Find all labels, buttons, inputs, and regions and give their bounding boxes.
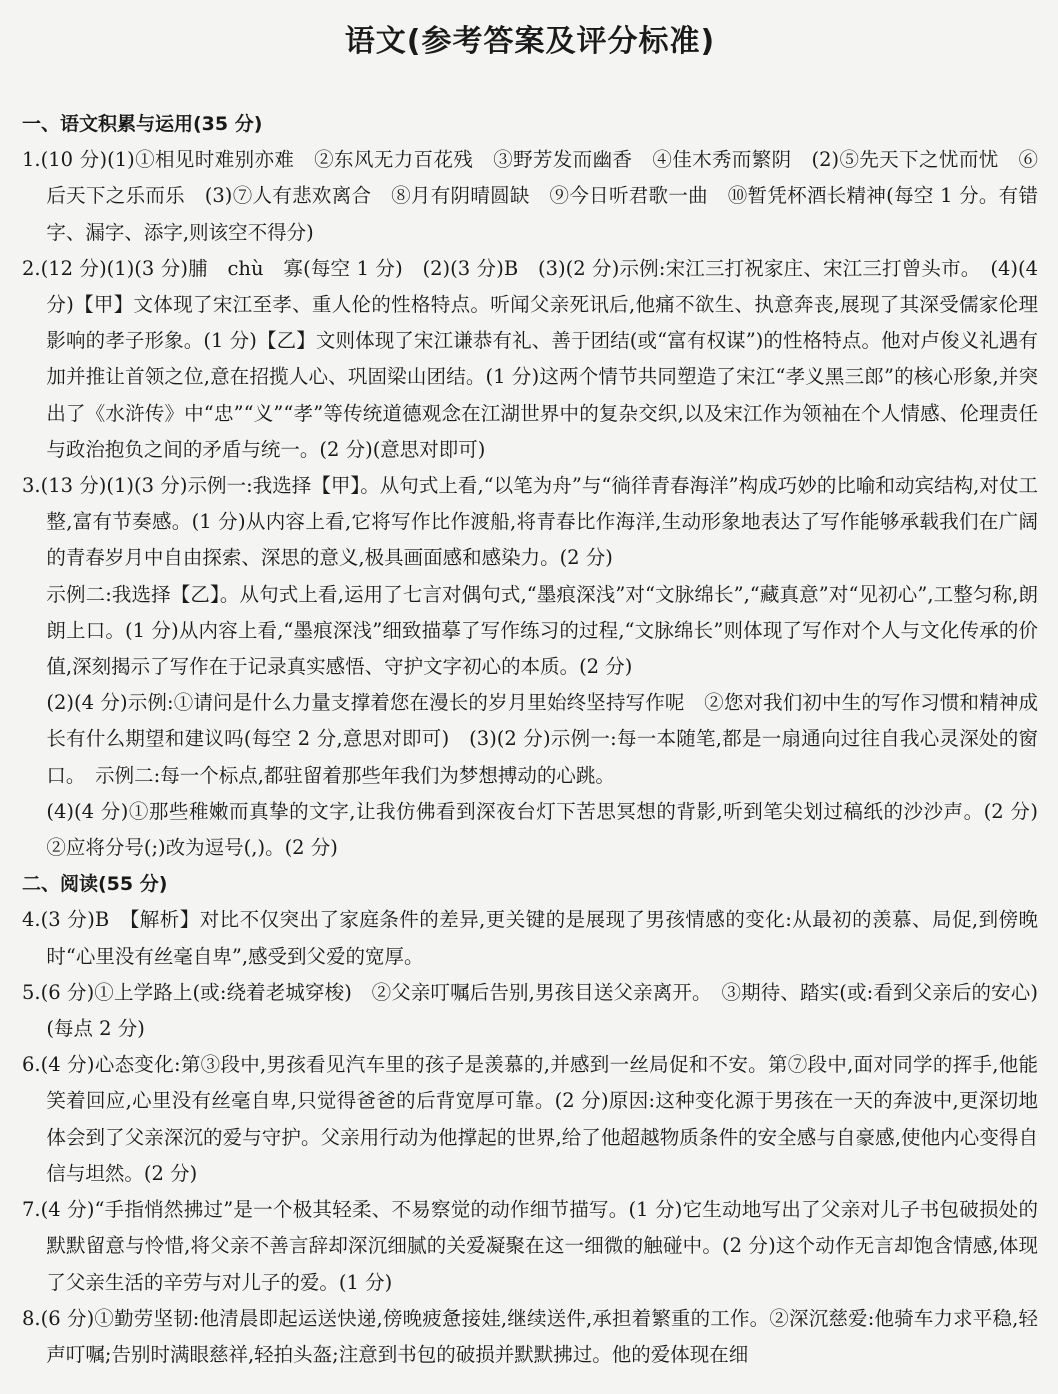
answer-item-3-part-2-3: (2)(4 分)示例:①请问是什么力量支撑着您在漫长的岁月里始终坚持写作呢 ②您对我们初中生的写作习惯和精神成长有什么期望和建议吗(每空 2 分,意思对即可) (3)(2 分)示例一:每一本随笔,都是一扇通向过往自我心灵深处的窗口。 示例二:每一个标点,都驻留着那些年我们为梦想搏动的心跳。 xyxy=(46,691,1038,787)
answer-item-6: 6.(4 分)心态变化:第③段中,男孩看见汽车里的孩子是羡慕的,并感到一丝局促和不安。第⑦段中,面对同学的挥手,他能笑着回应,心里没有丝毫自卑,只觉得爸爸的后背宽厚可靠。(2 分)原因:这种变化源于男孩在一天的奔波中,更深切地体会到了父亲深沉的爱与守护。父亲用行动为他撑起的世界,给了他超越物质条件的安全感与自豪感,使他内心变得自信与坦然。(2 分) xyxy=(22,1053,1038,1185)
answer-item-3: 3.(13 分)(1)(3 分)示例一:我选择【甲】。从句式上看,“以笔为舟”与“徜徉青春海洋”构成巧妙的比喻和动宾结构,对仗工整,富有节奏感。(1 分)从内容上看,它将写作比作渡船,将青春比作海洋,生动形象地表达了写作能够承载我们在广阔的青春岁月中自由探索、深思的意义,极具画面感和感染力。(2 分) xyxy=(22,474,1038,570)
answer-item-2: 2.(12 分)(1)(3 分)脯 chù 寡(每空 1 分) (2)(3 分)B (3)(2 分)示例:宋江三打祝家庄、宋江三打曾头市。 (4)(4 分)【甲】文体现了宋江至孝、重人伦的性格特点。听闻父亲死讯后,他痛不欲生、执意奔丧,展现了其深受儒家伦理影响的孝子形象。(1 分)【乙】文则体现了宋江谦恭有礼、善于团结(或“富有权谋”)的性格特点。他对卢俊义礼遇有加并推让首领之位,意在招揽人心、巩固梁山团结。(1 分)这两个情节共同塑造了宋江“孝义黑三郎”的核心形象,并突出了《水浒传》中“忠”“义”“孝”等传统道德观念在江湖世界中的复杂交织,以及宋江作为领袖在个人情感、伦理责任与政治抱负之间的矛盾与统一。(2 分)(意思对即可) xyxy=(22,256,1038,461)
page-title: 语文(参考答案及评分标准) xyxy=(344,24,716,59)
answer-item-8: 8.(6 分)①勤劳坚韧:他清晨即起运送快递,傍晚疲惫接娃,继续送件,承担着繁重的工作。②深沉慈爱:他骑车力求平稳,轻声叮嘱;告别时满眼慈祥,轻拍头盔;注意到书包的破损并默默拂过。他的爱体现在细 xyxy=(22,1306,1038,1366)
answer-item-5: 5.(6 分)①上学路上(或:绕着老城穿梭) ②父亲叮嘱后告别,男孩目送父亲离开。 ③期待、踏实(或:看到父亲后的安心)(每点 2 分) xyxy=(22,980,1038,1041)
section-heading-1: 一、语文积累与运用(35 分) xyxy=(22,113,263,135)
answer-item-7: 7.(4 分)“手指悄然拂过”是一个极其轻柔、不易察觉的动作细节描写。(1 分)它生动地写出了父亲对儿子书包破损处的默默留意与怜惜,将父亲不善言辞却深沉细腻的关爱凝聚在这一细微的触碰中。(2 分)这个动作无言却饱含情感,体现了父亲生活的辛劳与对儿子的爱。(1 分) xyxy=(22,1198,1038,1294)
answer-item-3-example-2: 示例二:我选择【乙】。从句式上看,运用了七言对偶句式,“墨痕深浅”对“文脉绵长”,“藏真意”对“见初心”,工整匀称,朗朗上口。(1 分)从内容上看,“墨痕深浅”细致描摹了写作练习的过程,“文脉绵长”则体现了写作对个人与文化传承的价值,深刻揭示了写作在于记录真实感悟、守护文字初心的本质。(2 分) xyxy=(46,582,1038,679)
section-heading-2: 二、阅读(55 分) xyxy=(22,873,168,896)
answer-item-4: 4.(3 分)B 【解析】对比不仅突出了家庭条件的差异,更关键的是展现了男孩情感的变化:从最初的羡慕、局促,到傍晚时“心里没有丝毫自卑”,感受到父爱的宽厚。 xyxy=(22,908,1038,968)
answer-item-3-part-4: (4)(4 分)①那些稚嫩而真挚的文字,让我仿佛看到深夜台灯下苦思冥想的背影,听到笔尖划过稿纸的沙沙声。(2 分) ②应将分号(;)改为逗号(,)。(2 分) xyxy=(46,799,1058,860)
answer-item-1: 1.(10 分)(1)①相见时难别亦难 ②东风无力百花残 ③野芳发而幽香 ④佳木秀而繁阴 (2)⑤先天下之忧而忧 ⑥后天下之乐而乐 (3)⑦人有悲欢离合 ⑧月有阴晴圆缺 ⑨今日听君歌一曲 ⑩暂凭杯酒长精神(每空 1 分。有错字、漏字、添字,则该空不得分) xyxy=(22,148,1038,244)
answer-content xyxy=(22,106,1058,1373)
